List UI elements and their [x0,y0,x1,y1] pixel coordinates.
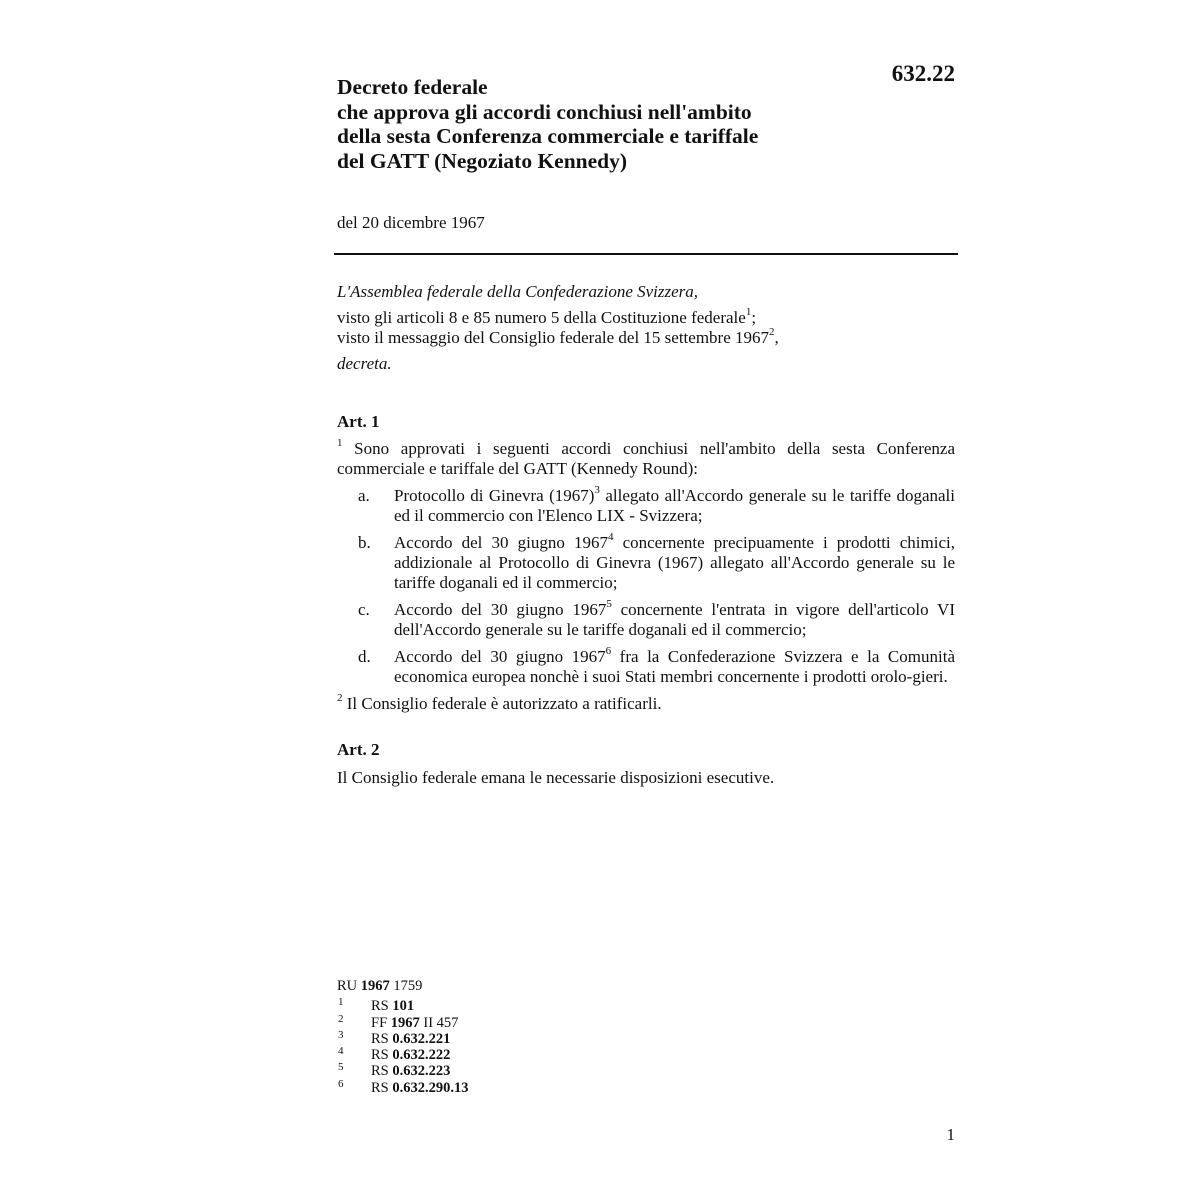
item-text: fra la Confederazione Svizzera e la Comunità economica europea nonchè i suoi Stati membri concernente i prodotti orolo-gieri. [394,647,955,686]
footnote-ref: 2 [769,326,775,338]
footnote-ref-bold: 0.632.290.13 [392,1079,469,1096]
preamble-decreta: decreta. [337,354,392,373]
title-line: Decreto federale [337,75,488,99]
item-text: Protocollo di Ginevra (1967) [394,486,595,505]
list-letter: b. [358,533,371,552]
paragraph-number: 1 [337,437,343,449]
preamble-intro: L'Assemblea federale della Confederazione Svizzera, [337,282,699,301]
footnote-number: 6 [338,1077,344,1090]
preamble-visto-text: visto gli articoli 8 e 85 numero 5 della Costituzione federale [337,308,746,327]
footnote-ref: 3 [594,484,600,496]
footnote-ref-bold: 0.632.221 [392,1030,451,1047]
footnote-prefix: RS [371,1063,393,1080]
article-2-heading: Art. 2 [337,740,380,759]
footnote-prefix: RS [371,1047,393,1064]
document-title [337,75,857,173]
footnote-ref: 1 [745,306,752,318]
item-text: Accordo del 30 giugno 1967 [394,533,608,552]
footnote-ref-bold: 101 [392,998,415,1015]
footnote-ref: 5 [606,598,612,610]
footnote-item [337,1047,737,1063]
article-2-text: Il Consiglio federale emana le necessarie disposizioni esecutive. [337,768,775,787]
header-divider [334,253,958,255]
footnote-ref: 4 [607,531,614,543]
article-1-paragraph-2 [337,694,955,714]
paragraph-text: Il Consiglio federale è autorizzato a ratificarli. [342,694,662,713]
footnote-number: 4 [338,1045,344,1058]
footnote-prefix: RS [371,1030,393,1047]
footnotes [337,978,737,1096]
official-compilation-ref [337,978,737,994]
agreements-list [337,486,955,687]
list-item [337,647,955,687]
list-letter: d. [358,647,371,666]
article-1-heading: Art. 1 [337,412,380,431]
footnote-prefix: RS [371,1079,393,1096]
item-text: concernente precipuamente i prodotti chimici, addizionale al Protocollo di Ginevra (1967) allegato all'Accordo generale su le tariffe doganali ed il commercio; [394,533,955,592]
footnote-ref-bold: 0.632.222 [392,1047,451,1064]
footnote-number: 1 [338,996,344,1009]
footnote-number: 2 [338,1012,344,1025]
title-line: della sesta Conferenza commerciale e tariffale [337,124,759,148]
footnote-number: 5 [338,1061,344,1074]
footnote-item [337,1063,737,1079]
preamble-visto-text: visto il messaggio del Consiglio federale del 15 settembre 1967 [337,328,769,347]
paragraph-number: 2 [337,692,343,704]
footnote-item [337,1012,737,1031]
ru-prefix: RU [337,978,361,994]
document-body [337,282,955,788]
footnote-item [337,998,737,1014]
footnote-ref-bold: 1967 [390,1014,420,1031]
list-item [337,533,955,593]
ru-page: 1759 [389,978,423,994]
item-text: allegato all'Accordo generale su le tariffe doganali ed il commercio con l'Elenco LIX - Svizzera; [394,486,955,525]
preamble-visto-constitution [337,308,955,328]
page-number: 1 [946,1125,955,1144]
decree-date: del 20 dicembre 1967 [337,213,485,232]
ru-year: 1967 [360,978,390,994]
footnote-ref-bold: 0.632.223 [392,1063,451,1080]
paragraph-text: Sono approvati i seguenti accordi conchiusi nell'ambito della sesta Conferenza commerciale e tariffale del GATT (Kennedy Round): [337,439,955,478]
footnote-suffix: II 457 [419,1014,459,1031]
footnote-number: 3 [338,1028,344,1041]
title-line: del GATT (Negoziato Kennedy) [337,148,628,173]
preamble-visto-message [337,328,955,348]
footnote-prefix: RS [371,998,393,1015]
item-text: Accordo del 30 giugno 1967 [394,647,606,666]
article-1-paragraph-1 [337,439,955,479]
list-item [337,486,955,526]
footnote-prefix: FF [371,1014,391,1031]
list-letter: a. [358,486,370,505]
item-text: concernente l'entrata in vigore dell'articolo VI dell'Accordo generale su le tariffe doganali ed il commercio; [394,600,955,639]
list-letter: c. [358,600,370,619]
footnote-ref: 6 [605,645,612,657]
punctuation: ; [751,308,757,327]
footnote-item [337,1028,737,1047]
footnote-item [337,1077,737,1096]
sr-number: 632.22 [891,61,955,86]
list-item [337,600,955,640]
item-text: Accordo del 30 giugno 1967 [394,600,607,619]
title-line: che approva gli accordi conchiusi nell'ambito [337,99,752,124]
punctuation: , [774,328,779,347]
